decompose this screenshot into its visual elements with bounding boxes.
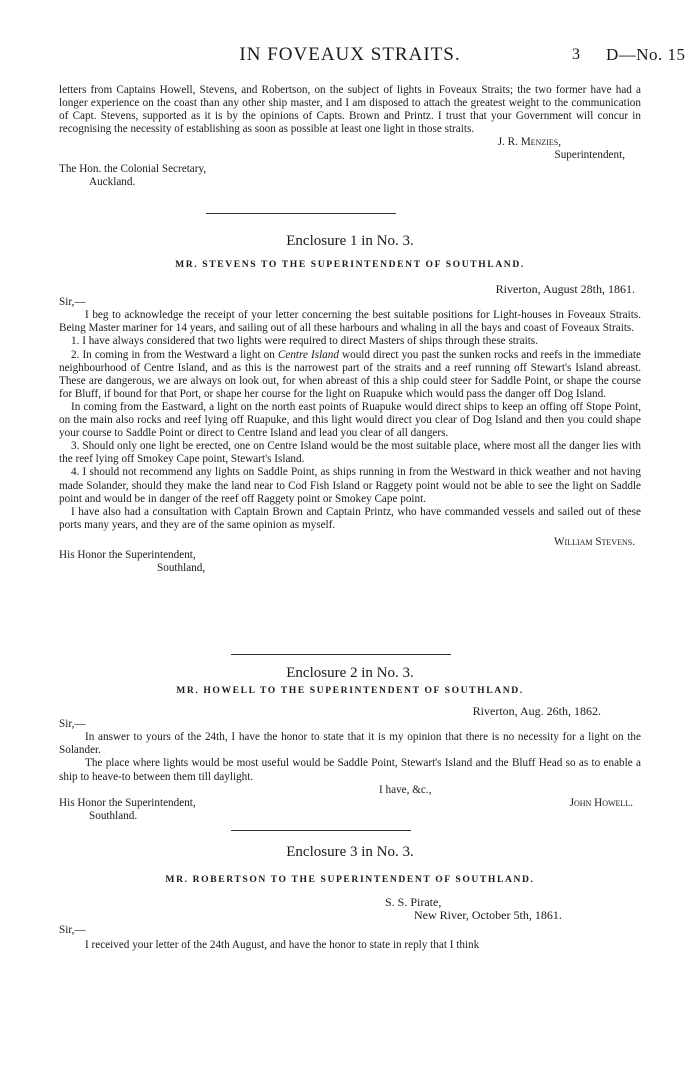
enclosure-2-salutation: Sir,— (59, 718, 86, 731)
enclosure-1-paragraph: In coming from the Eastward, a light on the north east points of Ruapuke would direct ships to keep an offing off Stope Point, on the main also rocks and reef lying off Ruapuke, and this light would direct you clear of Dog Island and then you could shape your course to Saddle Point or direct to Centre Island and lead you clear of all dangers. (59, 400, 641, 440)
running-header (0, 44, 700, 68)
intro-letter (59, 84, 641, 189)
enclosure-2-addressee: His Honor the Superintendent, John Howell. (59, 796, 633, 809)
enclosure-3 (59, 843, 641, 952)
divider (206, 213, 396, 214)
intro-signature-title: Superintendent, (554, 149, 625, 162)
enclosure-3-salutation: Sir,— (59, 924, 86, 937)
intro-addressee: The Hon. the Colonial Secretary, (59, 162, 207, 175)
enclosure-3-paragraph: I received your letter of the 24th August, and have the honor to state in reply that I think (85, 939, 480, 952)
enclosure-1-heading: Enclosure 1 in No. 3. (286, 233, 414, 249)
enclosure-2-addressee-region: Southland. (89, 809, 138, 822)
enclosure-1-salutation: Sir,— (59, 296, 86, 309)
divider (231, 830, 411, 831)
intro-addressee-city: Auckland. (89, 175, 136, 188)
intro-signature: J. R. Menzies, (497, 136, 561, 149)
enclosure-1-from: MR. STEVENS TO THE SUPERINTENDENT OF SOUTHLAND. (175, 259, 525, 270)
enclosure-2-paragraph: The place where lights would be most useful would be Saddle Point, Stewart's Island and the Bluff Head so as to enable a ship to heave-to between them till daylight. (59, 757, 641, 783)
enclosure-2-place-date: Riverton, Aug. 26th, 1862. (472, 704, 601, 719)
enclosure-1-signature: William Stevens. (553, 535, 635, 548)
enclosure-1-paragraph: 4. I should not recommend any lights on Saddle Point, as ships running in from the Westward in thick weather and not having made Solander, should they make the land near to Cod Fish Island or Raggety point would not be able to see the light on Saddle point and would be in danger of the reef off Raggety point or Smokey Cape point. (59, 466, 641, 505)
enclosure-3-from: MR. ROBERTSON TO THE SUPERINTENDENT OF SOUTHLAND. (165, 874, 535, 885)
enclosure-1-paragraph: I beg to acknowledge the receipt of your letter concerning the best suitable positions for Light-houses in Foveaux Straits. Being Master mariner for 14 years, and sailing out of all these harbours and whaling in all the bays and coast of Foveaux Straits. (59, 309, 641, 335)
header-title: IN FOVEAUX STRAITS. (239, 44, 461, 65)
enclosure-2-heading: Enclosure 2 in No. 3. (286, 665, 414, 681)
enclosure-1-place-date: Riverton, August 28th, 1861. (495, 282, 635, 297)
enclosure-3-heading: Enclosure 3 in No. 3. (286, 844, 414, 860)
enclosure-1-paragraph: 2. In coming in from the Westward a light on Centre Island would direct you past the sunken rocks and reefs in the immediate neighbourhood of Centre Island, and as this is the narrowest part of the straits and a reef running off Stewart's Island abreast. These are dangerous, we are always on look out, for when abreast of this a ship could steer for Saddle Point, or shape the course for Bluff, if bound for that Port, or shape her course for the light on Ruapuke which would pass the danger off Dog Island. (59, 348, 641, 400)
enclosure-2-from: MR. HOWELL TO THE SUPERINTENDENT OF SOUTHLAND. (176, 685, 524, 696)
intro-paragraph: letters from Captains Howell, Stevens, and Robertson, on the subject of lights in Foveaux Straits; the two former have had a longer experience on the coast than any other ship master, and I am disposed to attach the greatest weight to the communication of Capt. Stevens, supported as it is by the opinions of Capts. Brown and Printz. I trust that your Government will concur in recognising the necessity of establishing as soon as possible at least one light in those straits. (59, 84, 641, 136)
document-reference: D—No. 15 (606, 45, 686, 64)
enclosure-2-closing: I have, &c., (379, 783, 432, 796)
enclosure-1-paragraph: 3. Should only one light be erected, one on Centre Island would be the most suitable place, where most all the danger lies with the reef lying off Smokey Cape point, Stewart's Island. (59, 440, 641, 466)
enclosure-1-paragraph: 1. I have always considered that two lights were required to direct Masters of ships through these straits. (71, 335, 538, 348)
enclosure-2 (59, 664, 641, 823)
enclosure-1 (59, 232, 641, 575)
enclosure-2-paragraph: In answer to yours of the 24th, I have the honor to state that it is my opinion that there is no necessity for a light on the Solander. (59, 731, 641, 757)
page-number: 3 (572, 46, 580, 63)
divider (231, 654, 451, 655)
enclosure-3-vessel: S. S. Pirate, (385, 895, 442, 910)
enclosure-2-signature: John Howell. (569, 796, 633, 809)
enclosure-1-addressee-region: Southland, (157, 562, 206, 575)
enclosure-1-addressee: His Honor the Superintendent, (59, 548, 196, 561)
enclosure-1-paragraph: I have also had a consultation with Captain Brown and Captain Printz, who have commanded vessels and sailed out of these ports many years, and they are of the same opinion as myself. (59, 505, 641, 531)
enclosure-3-place-date: New River, October 5th, 1861. (414, 908, 562, 923)
